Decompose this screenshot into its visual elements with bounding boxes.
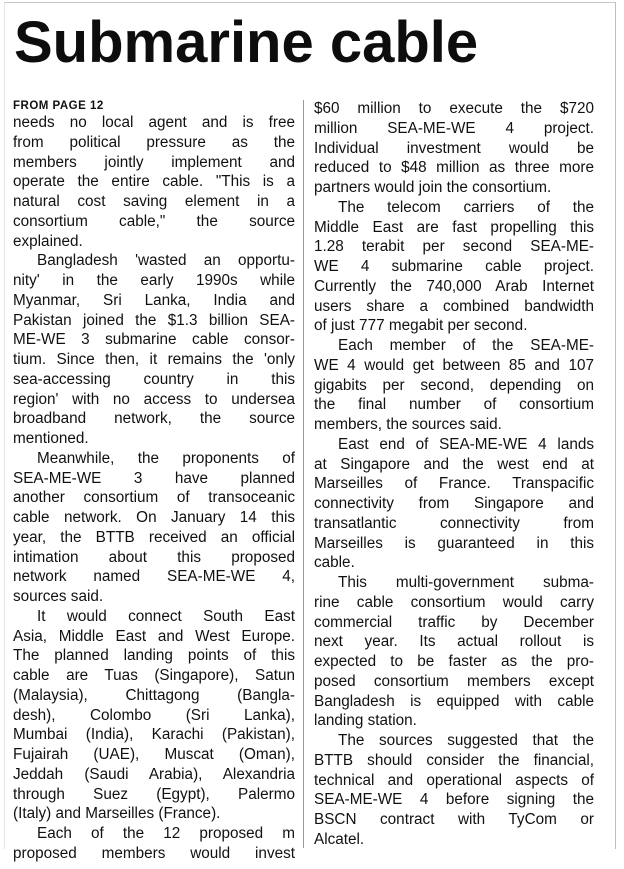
text-line: The planned landing points of this — [13, 647, 295, 665]
text-line: cable. — [314, 554, 355, 572]
text-line: nity' in the early 1990s while — [13, 272, 295, 289]
text-line: broadband network, the source — [13, 410, 295, 428]
text-line: through Suez (Egypt), Palermo — [13, 785, 295, 803]
text-line: Each member of the SEA-ME- — [338, 337, 594, 354]
text-line: cable are Tuas (Singapore), Satun — [13, 667, 295, 684]
text-line: another consortium of transoceanic — [13, 489, 295, 507]
text-line: commercial traffic by December — [314, 613, 594, 631]
text-line: users share a combined bandwidth — [314, 297, 594, 315]
text-line: SEA-ME-WE 3 have planned — [13, 469, 295, 487]
text-line: gigabits per second, depending on — [314, 376, 594, 394]
text-line: mentioned. — [13, 430, 89, 447]
text-line: million SEA-ME-WE 4 project. — [314, 119, 594, 137]
text-line: cable network. On January 14 this — [13, 509, 295, 526]
text-line: from political pressure as the — [13, 133, 295, 151]
text-line: 1.28 terabit per second SEA-ME- — [314, 238, 594, 256]
text-line: expected to be faster as the pro- — [314, 653, 594, 670]
text-line: year, the BTTB received an official — [13, 528, 295, 546]
jump-label: FROM PAGE 12 — [13, 100, 104, 112]
text-line: Marseilles of France. Transpacific — [314, 475, 594, 493]
text-line: landing station. — [314, 712, 417, 730]
text-line: (Malaysia), Chittagong (Bangla- — [13, 686, 295, 704]
text-line: connectivity from Singapore and — [314, 495, 594, 512]
text-line: Pakistan joined the $1.3 billion SEA- — [13, 311, 295, 329]
text-line: $60 million to execute the $720 — [314, 100, 594, 117]
text-line: members, the sources said. — [314, 416, 502, 433]
text-line: operate the entire cable. "This is a — [13, 173, 295, 191]
text-line: Myanmar, Sri Lanka, India and — [13, 291, 295, 309]
text-line: SEA-ME-WE 4 before signing the — [314, 791, 594, 809]
text-line: members jointly implement and — [13, 153, 295, 171]
text-line: next year. Its actual rollout is — [314, 633, 594, 651]
text-line: needs no local agent and is free — [13, 114, 295, 131]
text-line: The telecom carriers of the — [338, 198, 594, 216]
text-line: explained. — [13, 232, 83, 250]
text-line: sea-accessing country in this — [13, 370, 295, 388]
text-line: Jeddah (Saudi Arabia), Alexandria — [13, 765, 295, 783]
text-line: rine cable consortium would carry — [314, 593, 594, 611]
text-line: proposed members would invest — [13, 844, 295, 862]
text-line: The sources suggested that the — [338, 732, 594, 749]
text-line: Fujairah (UAE), Muscat (Oman), — [13, 746, 295, 763]
text-line: desh), Colombo (Sri Lanka), — [13, 706, 295, 724]
text-line: Each of the 12 proposed m — [37, 825, 295, 842]
text-line: tium. Since then, it remains the 'only — [13, 351, 295, 368]
text-line: partners would join the consortium. — [314, 179, 552, 196]
text-line: Bangladesh is equipped with cable — [314, 692, 594, 710]
text-line: Meanwhile, the proponents of — [37, 449, 295, 467]
text-line: technical and operational aspects of — [314, 771, 594, 789]
headline: Submarine cable — [14, 10, 479, 75]
text-line: Marseilles is guaranteed in this — [314, 534, 594, 552]
text-line: It would connect South East — [37, 607, 295, 625]
text-line: Alcatel. — [314, 830, 365, 848]
left-column-body — [13, 113, 295, 864]
text-line: region' with no access to undersea — [13, 390, 295, 408]
text-line: intimation about this proposed — [13, 548, 295, 566]
text-line: sources said. — [13, 588, 104, 605]
text-line: Currently the 740,000 Arab Internet — [314, 277, 594, 295]
text-line: of just 777 megabit per second. — [314, 317, 528, 335]
text-line: BTTB should consider the financial, — [314, 751, 594, 769]
text-line: This multi-government subma- — [338, 574, 594, 591]
text-line: consortium cable," the source — [13, 212, 295, 230]
text-line: BSCN contract with TyCom or — [314, 811, 594, 828]
text-line: WE 4 would get between 85 and 107 — [314, 356, 594, 374]
column-divider — [303, 100, 304, 848]
text-line: at Singapore and the west end at — [314, 455, 594, 473]
text-line: posed consortium members except — [314, 672, 594, 690]
text-line: ME-WE 3 submarine cable consor- — [13, 331, 295, 349]
left-column — [13, 99, 295, 864]
text-line: Individual investment would be — [314, 139, 594, 157]
text-line: East end of SEA-ME-WE 4 lands — [338, 435, 594, 453]
text-line: Bangladesh 'wasted an opportu- — [37, 252, 295, 270]
text-line: network named SEA-ME-WE 4, — [13, 568, 295, 586]
text-line: reduced to $48 million as three more — [314, 159, 594, 177]
text-line: natural cost saving element in a — [13, 193, 295, 210]
right-column — [314, 99, 594, 850]
right-column-body — [314, 99, 594, 850]
text-line: transatlantic connectivity from — [314, 514, 594, 532]
text-line: Mumbai (India), Karachi (Pakistan), — [13, 726, 295, 744]
text-line: Middle East are fast propelling this — [314, 218, 594, 236]
text-line: (Italy) and Marseilles (France). — [13, 805, 221, 823]
text-line: Asia, Middle East and West Europe. — [13, 627, 295, 645]
text-line: the final number of consortium — [314, 396, 594, 414]
text-line: WE 4 submarine cable project. — [314, 258, 594, 275]
